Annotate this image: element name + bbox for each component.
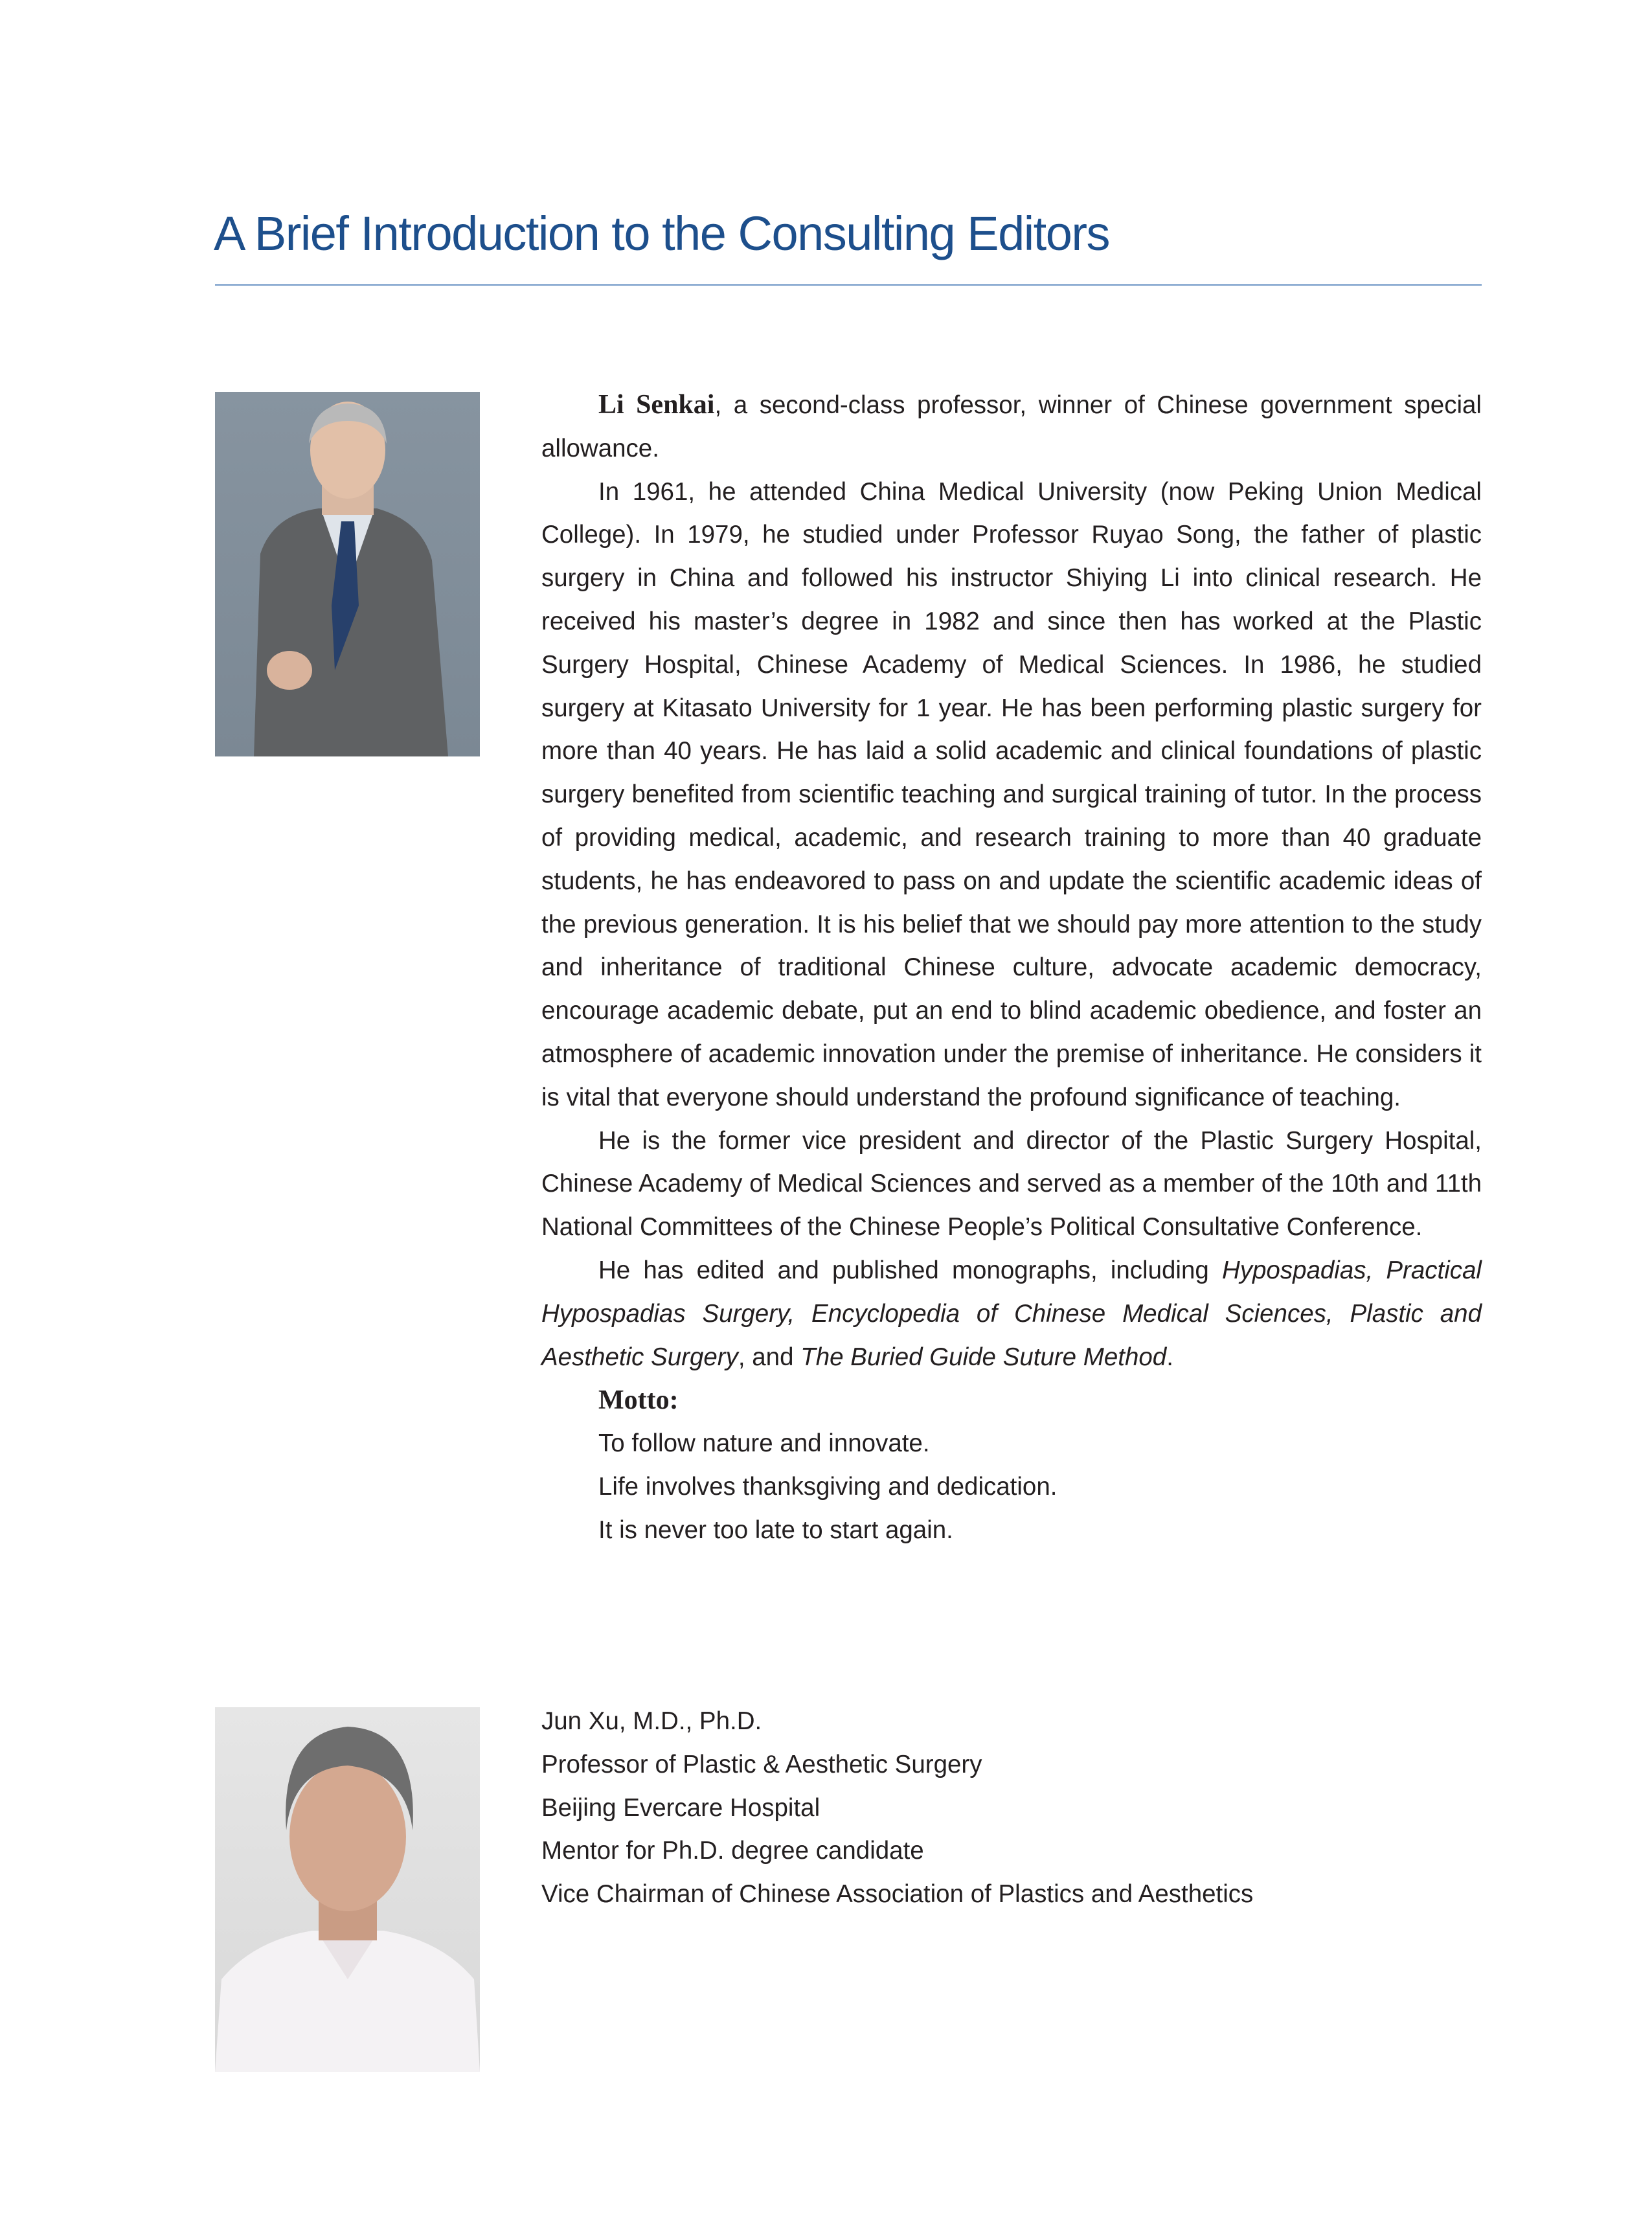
publications-mid: , and [738,1343,801,1371]
editor1-intro-text: , a second-class professor, winner of Chinese government special allowance. [541,391,1482,462]
editor2-name: Jun Xu, M.D., Ph.D. [541,1707,762,1735]
editor2-mentor: Mentor for Ph.D. degree candidate [541,1837,924,1865]
editor1-intro [541,383,1482,471]
motto-line: Life involves thanksgiving and dedication. [598,1472,1058,1501]
book-titles: Hypospadias, Practical Hypospadias Surgery, Encyclopedia of Chinese Medical Sciences, Plastic and Aesthetic Surgery [541,1256,1482,1371]
motto-line: To follow nature and innovate. [598,1429,930,1458]
motto-line: It is never too late to start again. [598,1516,953,1544]
editor1-publications [541,1249,1482,1379]
editor1-career: In 1961, he attended China Medical University (now Peking Union Medical College). In 1979, he studied under Professor Ruyao Song, the father of plastic surgery in China and followed his instructor Shiying Li into clinical research. He received his master’s degree in 1982 and since then has worked at the Plastic Surgery Hospital, Chinese Academy of Medical Sciences. In 1986, he studied surgery at Kitasato University for 1 year. He has been performing plastic surgery for more than 40 years. He has laid a solid academic and clinical foundations of plastic surgery benefited from scientific teaching and surgical training of tutor. In the process of providing medical, academic, and research training to more than 40 graduate students, he has endeavored to pass on and update the scientific academic ideas of the previous generation. It is his belief that we should pay more attention to the study and inheritance of traditional Chinese culture, advocate academic democracy, encourage academic debate, put an end to blind academic obedience, and foster an atmosphere of academic innovation under the premise of inheritance. He considers it is vital that everyone should understand the profound significance of teaching. [541,477,1482,1111]
editor2-title: Professor of Plastic & Aesthetic Surgery [541,1750,982,1778]
editor2-hospital: Beijing Evercare Hospital [541,1793,820,1822]
page-title: A Brief Introduction to the Consulting Editors [214,207,1110,260]
title-divider [215,284,1482,286]
motto-heading: Motto: [598,1385,679,1416]
editor1-bio [541,383,1482,1552]
book-title: The Buried Guide Suture Method [800,1343,1167,1371]
portrait-li-senkai [215,392,480,756]
portrait-jun-xu [215,1707,480,2072]
editor1-positions: He is the former vice president and director of the Plastic Surgery Hospital, Chinese Academy of Medical Sciences and served as a member of the 10th and 11th National Committees of the Chinese People’s Political Consultative Conference. [541,1126,1482,1242]
editor2-bio [541,1700,1482,1916]
editor1-name: Li Senkai [598,390,715,420]
publications-end: . [1166,1343,1173,1371]
publications-prefix: He has edited and published monographs, including [598,1256,1222,1284]
editor2-association: Vice Chairman of Chinese Association of Plastics and Aesthetics [541,1880,1254,1909]
